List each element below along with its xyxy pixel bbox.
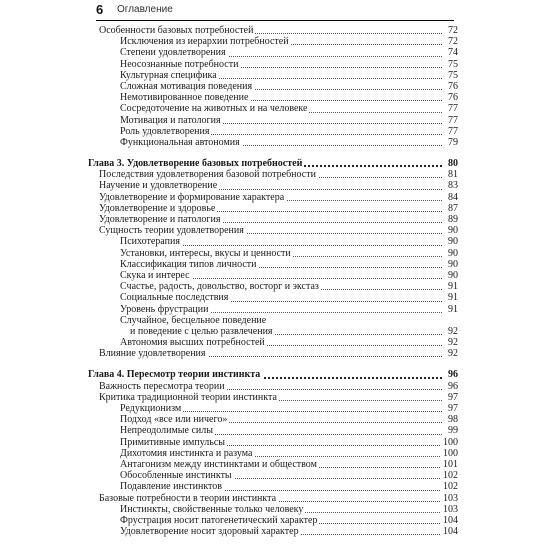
chapter-spacer <box>88 359 458 369</box>
toc-entry-page: 91 <box>448 292 458 304</box>
toc-entry-page: 92 <box>448 337 458 349</box>
toc-entry-page: 100 <box>443 436 458 448</box>
toc-entry-label: Влияние удовлетворения <box>99 348 206 360</box>
toc-entry <box>88 203 458 214</box>
toc-entry <box>88 259 458 270</box>
toc-entry-label: Психотерапия <box>120 236 180 248</box>
toc-entry-label: Культурная специфика <box>120 69 217 81</box>
toc-entry-label: Автономия высших потребностей <box>120 337 265 349</box>
toc-entry-page: 77 <box>448 114 458 126</box>
toc-entry-page: 84 <box>448 191 458 203</box>
toc-entry-label: Сложная мотивация поведения <box>120 80 253 92</box>
toc-entry <box>88 459 458 470</box>
header-rule <box>96 20 454 21</box>
toc-entry-page: 90 <box>448 236 458 248</box>
toc-entry-page: 104 <box>443 514 458 526</box>
toc-entry-page: 75 <box>448 58 458 70</box>
toc-entry <box>88 414 458 425</box>
toc-entry-page: 89 <box>448 214 458 225</box>
toc-entry-label: Удовлетворение носит здоровый характер <box>120 526 299 538</box>
toc-entry <box>88 47 458 58</box>
toc-entry-page: 99 <box>448 425 458 437</box>
toc-entry <box>88 169 458 180</box>
toc-entry-label: Роль удовлетворения <box>120 125 210 137</box>
toc-entry <box>88 292 458 303</box>
toc-entry-label: Неосознанные потребности <box>120 58 239 70</box>
toc-entry-label: Дихотомия инстинкта и разума <box>120 447 253 459</box>
toc-entry <box>88 270 458 281</box>
toc-entry <box>88 70 458 81</box>
toc-entry-page: 90 <box>448 247 458 259</box>
page-header <box>0 0 550 20</box>
toc-entry-page: 83 <box>448 180 458 192</box>
toc-entry-label: Сосредоточение на животных и на человеке <box>120 103 308 115</box>
toc-entry-page: 87 <box>448 202 458 214</box>
toc-entry-label: Удовлетворение и патология <box>99 214 221 225</box>
toc-entry-label: Немотивированное поведение <box>120 92 249 104</box>
toc-entry <box>88 437 458 448</box>
toc-entry-page: 77 <box>448 103 458 115</box>
toc-entry-label: Обособленные инстинкты <box>120 470 232 482</box>
toc-entry-page: 97 <box>448 391 458 403</box>
toc-entry <box>88 337 458 348</box>
toc-entry <box>88 304 458 315</box>
toc-entry-label: Редукционизм <box>120 403 182 414</box>
toc-entry-label: Базовые потребности в теории инстинкта <box>99 492 277 504</box>
toc-entry-page: 75 <box>448 69 458 81</box>
toc-entry <box>88 36 458 47</box>
toc-entry-label: Сущность теории удовлетворения <box>99 225 244 237</box>
toc-entry-label: Критика традиционной теории инстинкта <box>99 391 277 403</box>
toc-entry <box>88 348 458 359</box>
toc-entry-page: 79 <box>448 136 458 148</box>
toc-entry-page: 92 <box>448 325 458 337</box>
toc-entry <box>88 381 458 392</box>
toc-entry <box>88 225 458 236</box>
toc-entry-page: 103 <box>443 492 458 504</box>
toc-chapter <box>88 158 458 169</box>
toc-entry-label: Случайное, бесцельное поведение <box>120 314 267 326</box>
toc-entry-page: 102 <box>443 470 458 482</box>
toc-entry <box>88 192 458 203</box>
toc-entry-label: Антагонизм между инстинктами и обществом <box>120 458 317 470</box>
toc-entry-page: 72 <box>448 25 458 36</box>
toc-entry-label: Функциональная автономия <box>120 136 240 148</box>
toc-entry-page: 77 <box>448 125 458 137</box>
toc-entry-label: Социальные последствия <box>120 292 229 304</box>
toc-entry-page: 91 <box>448 281 458 293</box>
toc-entry-label: Удовлетворение и здоровье <box>99 202 216 214</box>
toc-entry-page: 90 <box>448 269 458 281</box>
toc-entry <box>88 493 458 504</box>
toc-entry <box>88 448 458 459</box>
toc-entry-label: Глава 4. Пересмотр теории инстинкта <box>88 369 261 381</box>
toc-entry <box>88 115 458 126</box>
chapter-spacer <box>88 148 458 158</box>
toc-entry <box>88 425 458 436</box>
table-of-contents <box>88 25 458 537</box>
toc-entry-label: Непреодолимые силы <box>120 425 213 437</box>
toc-entry-label: и поведение с целью развлечения <box>130 325 273 337</box>
toc-entry <box>88 403 458 414</box>
toc-entry-page: 102 <box>443 481 458 493</box>
toc-entry-page: 90 <box>448 225 458 237</box>
toc-entry-label: Глава 3. Удовлетворение базовых потребностей <box>88 158 303 170</box>
page-number: 6 <box>96 2 104 17</box>
toc-entry-page: 72 <box>448 36 458 48</box>
toc-entry-page: 96 <box>448 369 458 381</box>
toc-entry-label: Примитивные импульсы <box>120 436 226 448</box>
toc-entry <box>88 236 458 247</box>
toc-entry-page: 74 <box>448 47 458 59</box>
toc-entry-page: 80 <box>448 158 458 170</box>
toc-entry-label: Научение и удовлетворение <box>99 180 218 192</box>
toc-entry-page: 90 <box>448 258 458 270</box>
toc-entry-page: 97 <box>448 403 458 414</box>
toc-entry-label: Удовлетворение и формирование характера <box>99 191 285 203</box>
toc-entry <box>88 526 458 537</box>
toc-entry <box>88 59 458 70</box>
running-title: Оглавление <box>117 4 173 15</box>
toc-entry <box>88 470 458 481</box>
toc-entry-label: Подход «все или ничего» <box>120 414 228 426</box>
toc-entry-label: Уровень фрустрации <box>120 303 209 315</box>
toc-entry-label: Установки, интересы, вкусы и ценности <box>120 247 291 259</box>
toc-entry-label: Фрустрация носит патогенетический характер <box>120 514 318 526</box>
toc-entry-label: Классификация типов личности <box>120 258 257 270</box>
toc-entry-label: Мотивация и патология <box>120 114 221 126</box>
toc-entry-label: Исключения из иерархии потребностей <box>120 36 289 48</box>
toc-entry <box>88 315 458 326</box>
toc-entry <box>88 481 458 492</box>
toc-entry-page: 101 <box>443 458 458 470</box>
toc-entry-label: Инстинкты, свойственные только человеку <box>120 503 304 515</box>
toc-entry-page: 76 <box>448 92 458 104</box>
toc-entry-label: Особенности базовых потребностей <box>99 25 254 36</box>
toc-entry-page: 98 <box>448 414 458 426</box>
toc-entry-page: 76 <box>448 80 458 92</box>
toc-entry <box>88 515 458 526</box>
toc-entry-page: 96 <box>448 380 458 392</box>
toc-entry <box>88 326 458 337</box>
toc-entry <box>88 103 458 114</box>
toc-entry-label: Счастье, радость, довольство, восторг и экстаз <box>120 281 319 293</box>
toc-entry <box>88 214 458 225</box>
toc-entry-label: Скука и интерес <box>120 269 190 281</box>
toc-chapter <box>88 369 458 380</box>
toc-entry-label: Важность пересмотра теории <box>99 380 225 392</box>
toc-entry <box>88 126 458 137</box>
toc-entry-label: Подавление инстинктов <box>120 481 223 493</box>
toc-entry <box>88 25 458 36</box>
toc-entry-label: Степени удовлетворения <box>120 47 226 59</box>
toc-entry-page: 103 <box>443 503 458 515</box>
toc-entry-page: 91 <box>448 303 458 315</box>
toc-entry <box>88 81 458 92</box>
toc-entry <box>88 92 458 103</box>
toc-entry-label: Последствия удовлетворения базовой потребности <box>99 169 316 181</box>
toc-entry <box>88 248 458 259</box>
toc-entry-page: 104 <box>443 526 458 538</box>
toc-entry-page: 81 <box>448 169 458 181</box>
toc-entry <box>88 504 458 515</box>
toc-entry-page: 100 <box>443 447 458 459</box>
toc-entry <box>88 281 458 292</box>
toc-entry <box>88 137 458 148</box>
toc-entry <box>88 180 458 191</box>
toc-entry <box>88 392 458 403</box>
toc-entry-page: 92 <box>448 348 458 360</box>
